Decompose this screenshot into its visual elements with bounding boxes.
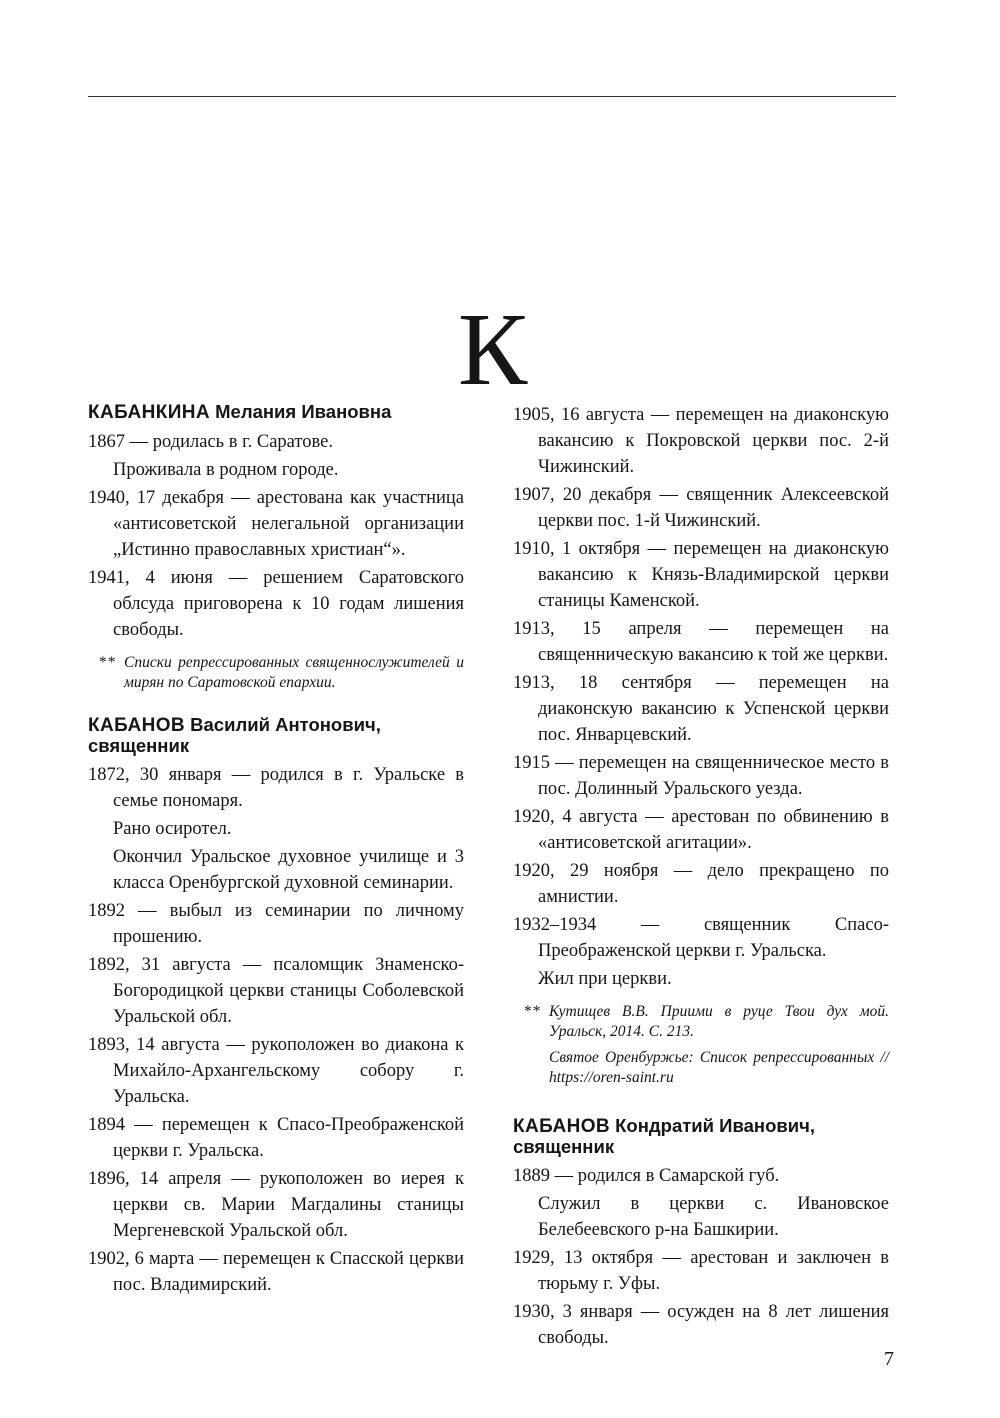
timeline-item: 1894 — перемещен к Спасо-Преображенской церкви г. Уральска. <box>88 1115 465 1161</box>
item-text: перемещен на диаконскую вакансию к Покровской церкви пос. 2-й Чижинский. <box>538 405 889 477</box>
section-letter: К <box>457 292 528 407</box>
timeline-item: 1920, 29 ноября — дело прекращено по амнистии. <box>513 861 890 907</box>
item-date: 1867 <box>88 432 125 452</box>
item-text: выбыл из семинарии по личному прошению. <box>113 901 464 947</box>
item-date: 1889 <box>513 1166 550 1186</box>
entry-heading <box>88 715 464 756</box>
timeline-item: 1892 — выбыл из семинарии по личному прошению. <box>88 901 464 947</box>
item-text: родился в г. Уральске в семье пономаря. <box>113 765 465 811</box>
entry-heading <box>513 1116 889 1157</box>
item-date: 1930, 3 января <box>513 1302 633 1322</box>
item-text: псаломщик Знаменско-Богородицкой церкви станицы Соболевской Уральской обл. <box>113 955 464 1027</box>
item-text: рукоположен во иерея к церкви св. Марии Магдалины станицы Мергеневской Уральской обл. <box>113 1169 465 1241</box>
item-text: родилась в г. Саратове. <box>152 432 333 452</box>
timeline-item: 1940, 17 декабря — арестована как участница «антисоветской нелегальной организации „Истинно православных христиан“». <box>88 488 465 560</box>
source-note <box>513 1002 889 1042</box>
item-date: 1915 <box>513 753 550 773</box>
entry-kabanov-vasily-continued <box>513 402 889 1088</box>
item-text: родился в Самарской губ. <box>577 1166 780 1186</box>
item-date: 1894 <box>88 1115 125 1135</box>
timeline-item: 1893, 14 августа — рукоположен во диакона к Михайло-Архангельскому собору г. Уральска. <box>88 1035 464 1107</box>
entry-name: Василий Антонович, священник <box>88 714 381 756</box>
timeline-item: 1930, 3 января — осужден на 8 лет лишения свободы. <box>513 1302 890 1348</box>
item-text: священник Спасо-Преображенской церкви г. Уральска. <box>538 915 890 961</box>
source-marker: ** <box>524 1003 542 1020</box>
timeline-item: 1913, 18 сентября — перемещен на диаконскую вакансию к Успенской церкви пос. Январцевский. <box>513 673 889 745</box>
item-text: рукоположен во диакона к Михайло-Архангельскому собору г. Уральска. <box>113 1035 464 1107</box>
item-text: перемещен на диаконскую вакансию к Князь-Владимирской церкви станицы Каменской. <box>538 539 890 611</box>
entry-surname: КАБАНКИНА <box>88 402 210 423</box>
item-date: 1913, 18 сентября <box>513 673 692 693</box>
entry-kabanov-vasily <box>88 715 464 1298</box>
item-text: перемещен на священническую вакансию к той же церкви. <box>538 619 890 665</box>
item-date: 1920, 29 ноября <box>513 861 659 881</box>
item-date: 1905, 16 августа <box>513 405 645 425</box>
timeline-item: 1920, 4 августа — арестован по обвинению в «антисоветской агитации». <box>513 807 889 853</box>
item-date: 1929, 13 октября <box>513 1248 654 1268</box>
item-text: дело прекращено по амнистии. <box>538 861 890 907</box>
item-date: 1902, 6 марта <box>88 1249 195 1269</box>
entry-name: Мелания Ивановна <box>215 401 392 422</box>
timeline-item: 1889 — родился в Самарской губ. <box>513 1166 780 1186</box>
entry-kabankina <box>88 402 464 693</box>
timeline-item: 1907, 20 декабря — священник Алексеевской церкви пос. 1-й Чижинский. <box>513 485 889 531</box>
item-text: арестован по обвинению в «антисоветской агитации». <box>538 807 889 853</box>
item-date: 1872, 30 января <box>88 765 222 785</box>
item-date: 1920, 4 августа <box>513 807 638 827</box>
item-date: 1941, 4 июня <box>88 568 213 588</box>
timeline-note: Служил в церкви с. Ивановское Белебеевского р-на Башкирии. <box>538 1194 889 1240</box>
item-text: перемещен на священническое место в пос. Долинный Уральского уезда. <box>538 753 890 799</box>
timeline-item: 1915 — перемещен на священническое место в пос. Долинный Уральского уезда. <box>513 753 890 799</box>
item-date: 1910, 1 октября <box>513 539 641 559</box>
timeline-item: 1941, 4 июня — решением Саратовского облсуда приговорена к 10 годам лишения свободы. <box>88 568 465 640</box>
entry-surname: КАБАНОВ <box>88 715 185 736</box>
timeline-note: Проживала в родном городе. <box>113 460 339 480</box>
item-date: 1940, 17 декабря <box>88 488 225 508</box>
source-note: Святое Оренбуржье: Список репрессированных // https://oren-saint.ru <box>549 1049 889 1086</box>
item-text: перемещен к Спасо-Преображенской церкви г. Уральска. <box>113 1115 465 1161</box>
entry-kabanov-kondraty <box>513 1116 889 1351</box>
timeline-item: 1913, 15 апреля — перемещен на священническую вакансию к той же церкви. <box>513 619 890 665</box>
item-date: 1892 <box>88 901 125 921</box>
page-number: 7 <box>884 1348 894 1370</box>
timeline-item: 1872, 30 января — родился в г. Уральске в семье пономаря. <box>88 765 465 811</box>
timeline-note: Жил при церкви. <box>538 969 672 989</box>
item-date: 1893, 14 августа <box>88 1035 220 1055</box>
timeline-item: 1910, 1 октября — перемещен на диаконскую вакансию к Князь-Владимирской церкви станицы Каменской. <box>513 539 890 611</box>
timeline-note: Рано осиротел. <box>113 819 232 839</box>
entry-surname: КАБАНОВ <box>513 1116 610 1137</box>
item-date: 1896, 14 апреля <box>88 1169 222 1189</box>
item-text: перемещен на диаконскую вакансию к Успенской церкви пос. Январцевский. <box>538 673 889 745</box>
entry-name: Кондратий Иванович, священник <box>513 1115 816 1157</box>
item-text: священник Алексеевской церкви пос. 1-й Чижинский. <box>538 485 889 531</box>
item-date: 1907, 20 декабря <box>513 485 652 505</box>
source-text: Кутищев В.В. Приими в руце Твои дух мой. Уральск, 2014. С. 213. <box>549 1003 889 1040</box>
item-text: осужден на 8 лет лишения свободы. <box>538 1302 890 1348</box>
timeline-item: 1892, 31 августа — псаломщик Знаменско-Богородицкой церкви станицы Соболевской Уральской обл. <box>88 955 464 1027</box>
timeline-item: 1932–1934 — священник Спасо-Преображенской церкви г. Уральска. <box>513 915 890 961</box>
item-text: арестован и заключен в тюрьму г. Уфы. <box>538 1248 890 1294</box>
timeline-item: 1867 — родилась в г. Саратове. <box>88 432 333 452</box>
top-rule <box>88 96 896 97</box>
item-date: 1932–1934 <box>513 915 597 935</box>
left-column <box>88 402 464 1320</box>
right-column <box>513 402 889 1373</box>
timeline-item: 1902, 6 марта — перемещен к Спасской церкви пос. Владимирский. <box>88 1249 464 1295</box>
item-date: 1892, 31 августа <box>88 955 231 975</box>
timeline-item: 1896, 14 апреля — рукоположен во иерея к церкви св. Марии Магдалины станицы Мергеневской Уральской обл. <box>88 1169 465 1241</box>
source-text: Списки репрессированных священнослужителей и мирян по Саратовской епархии. <box>124 654 464 691</box>
timeline-item: 1929, 13 октября — арестован и заключен в тюрьму г. Уфы. <box>513 1248 890 1294</box>
timeline-note: Окончил Уральское духовное училище и 3 класса Оренбургской духовной семинарии. <box>113 847 464 893</box>
item-text: перемещен к Спасской церкви пос. Владимирский. <box>113 1249 464 1295</box>
item-date: 1913, 15 апреля <box>513 619 682 639</box>
item-text: арестована как участница «антисоветской нелегальной организации „Истинно православных христиан“». <box>113 488 465 560</box>
entry-heading <box>88 402 464 423</box>
timeline-item: 1905, 16 августа — перемещен на диаконскую вакансию к Покровской церкви пос. 2-й Чижинский. <box>513 405 889 477</box>
source-marker: ** <box>99 654 117 671</box>
source-note <box>88 653 464 693</box>
item-text: решением Саратовского облсуда приговорена к 10 годам лишения свободы. <box>113 568 465 640</box>
